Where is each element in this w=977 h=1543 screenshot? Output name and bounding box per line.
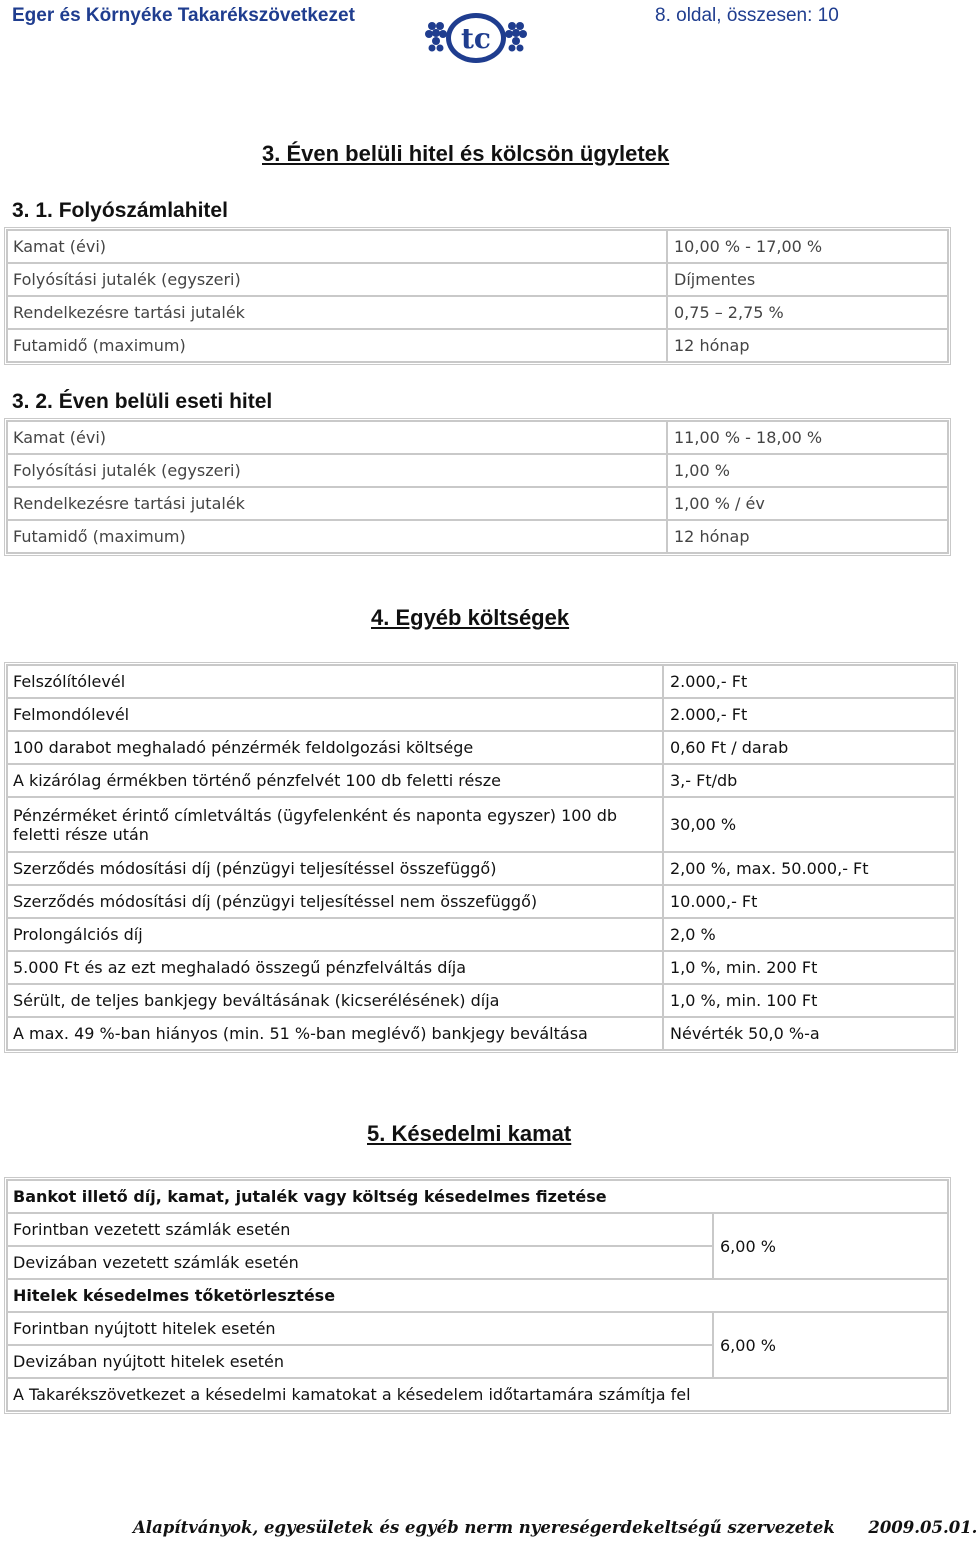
row-label: Folyósítási jutalék (egyszeri) [7, 454, 667, 487]
table-row [7, 1378, 948, 1411]
table-row [7, 951, 955, 984]
table-row [7, 698, 955, 731]
table-row [7, 1017, 955, 1050]
row-label: A kizárólag érmékben történő pénzfelvét 100 db feletti része [7, 764, 663, 797]
table-row [7, 797, 955, 852]
row-label: Kamat (évi) [7, 230, 667, 263]
table-row [7, 329, 948, 362]
row-value: 0,75 – 2,75 % [667, 296, 948, 329]
row-value: 1,00 % / év [667, 487, 948, 520]
table-note: A Takarékszövetkezet a késedelmi kamatokat a késedelem időtartamára számítja fel [7, 1378, 948, 1411]
row-label: Futamidő (maximum) [7, 520, 667, 553]
row-label: Rendelkezésre tartási jutalék [7, 487, 667, 520]
table-row [7, 764, 955, 797]
section-3-2-title: 3. 2. Éven belüli eseti hitel [12, 390, 273, 413]
row-value: 2.000,- Ft [663, 698, 955, 731]
row-label: Devizában nyújtott hitelek esetén [7, 1345, 713, 1378]
row-value: 30,00 % [663, 797, 955, 852]
organization-name: Eger és Környéke Takarékszövetkezet [12, 5, 355, 26]
row-value: Névérték 50,0 %-a [663, 1017, 955, 1050]
table-row [7, 1180, 948, 1213]
page-counter: 8. oldal, összesen: 10 [655, 5, 839, 26]
row-label: 100 darabot meghaladó pénzérmék feldolgozási költsége [7, 731, 663, 764]
row-value: 2.000,- Ft [663, 665, 955, 698]
table-3-2 [4, 418, 951, 556]
section-3-1-title: 3. 1. Folyószámlahitel [12, 199, 228, 222]
grape-right-icon [505, 22, 527, 52]
table-row [7, 1279, 948, 1312]
table-row [7, 852, 955, 885]
row-value: 2,00 %, max. 50.000,- Ft [663, 852, 955, 885]
row-label: Futamidő (maximum) [7, 329, 667, 362]
table-row [7, 885, 955, 918]
row-value: 6,00 % [713, 1312, 948, 1378]
section-4-title: 4. Egyéb költségek [371, 605, 570, 630]
table-row [7, 731, 955, 764]
table-row [7, 918, 955, 951]
page-header [0, 0, 960, 70]
row-value: 2,0 % [663, 918, 955, 951]
table-row [7, 230, 948, 263]
table-row [7, 520, 948, 553]
table-row [7, 665, 955, 698]
group-heading: Hitelek késedelmes tőketörlesztése [7, 1279, 948, 1312]
row-value: 3,- Ft/db [663, 764, 955, 797]
table-row [7, 454, 948, 487]
organization-logo [420, 4, 532, 68]
table-4-costs [4, 662, 958, 1053]
row-value: 12 hónap [667, 329, 948, 362]
row-value: 12 hónap [667, 520, 948, 553]
row-value: 1,0 %, min. 100 Ft [663, 984, 955, 1017]
row-label: Szerződés módosítási díj (pénzügyi teljesítéssel nem összefüggő) [7, 885, 663, 918]
section-3-title: 3. Éven belüli hitel és kölcsön ügyletek [262, 141, 670, 166]
row-value: 6,00 % [713, 1213, 948, 1279]
row-label: Devizában vezetett számlák esetén [7, 1246, 713, 1279]
table-5-late-interest [4, 1177, 951, 1414]
row-value: 1,0 %, min. 200 Ft [663, 951, 955, 984]
row-label: A max. 49 %-ban hiányos (min. 51 %-ban meglévő) bankjegy beváltása [7, 1017, 663, 1050]
row-label: Felszólítólevél [7, 665, 663, 698]
row-label: Folyósítási jutalék (egyszeri) [7, 263, 667, 296]
row-label: Forintban vezetett számlák esetén [7, 1213, 713, 1246]
row-value: Díjmentes [667, 263, 948, 296]
footer-date: 2009.05.01. [868, 1518, 977, 1537]
page-footer [133, 1518, 977, 1537]
table-row [7, 296, 948, 329]
row-label: Kamat (évi) [7, 421, 667, 454]
row-value: 10,00 % - 17,00 % [667, 230, 948, 263]
grape-left-icon [425, 22, 447, 52]
table-row [7, 984, 955, 1017]
table-row [7, 487, 948, 520]
row-value: 10.000,- Ft [663, 885, 955, 918]
section-5-title: 5. Késedelmi kamat [367, 1121, 572, 1146]
row-label: Felmondólevél [7, 698, 663, 731]
row-value: 1,00 % [667, 454, 948, 487]
row-value: 0,60 Ft / darab [663, 731, 955, 764]
row-label: Szerződés módosítási díj (pénzügyi teljesítéssel összefüggő) [7, 852, 663, 885]
footer-text: Alapítványok, egyesületek és egyéb nerm nyereségerdekeltségű szervezetek [133, 1518, 835, 1537]
row-value: 11,00 % - 18,00 % [667, 421, 948, 454]
table-row [7, 1213, 948, 1246]
table-row [7, 1312, 948, 1345]
row-label: Pénzérméket érintő címletváltás (ügyfelenként és naponta egyszer) 100 db feletti része után [7, 797, 663, 852]
group-heading: Bankot illető díj, kamat, jutalék vagy költség késedelmes fizetése [7, 1180, 948, 1213]
row-label: Forintban nyújtott hitelek esetén [7, 1312, 713, 1345]
table-row [7, 263, 948, 296]
row-label: Rendelkezésre tartási jutalék [7, 296, 667, 329]
row-label: Prolongálciós díj [7, 918, 663, 951]
row-label: Sérült, de teljes bankjegy beváltásának (kicserélésének) díja [7, 984, 663, 1017]
table-3-1 [4, 227, 951, 365]
row-label: 5.000 Ft és az ezt meghaladó összegű pénzfelváltás díja [7, 951, 663, 984]
table-row [7, 421, 948, 454]
logo-monogram: tc [461, 22, 491, 55]
